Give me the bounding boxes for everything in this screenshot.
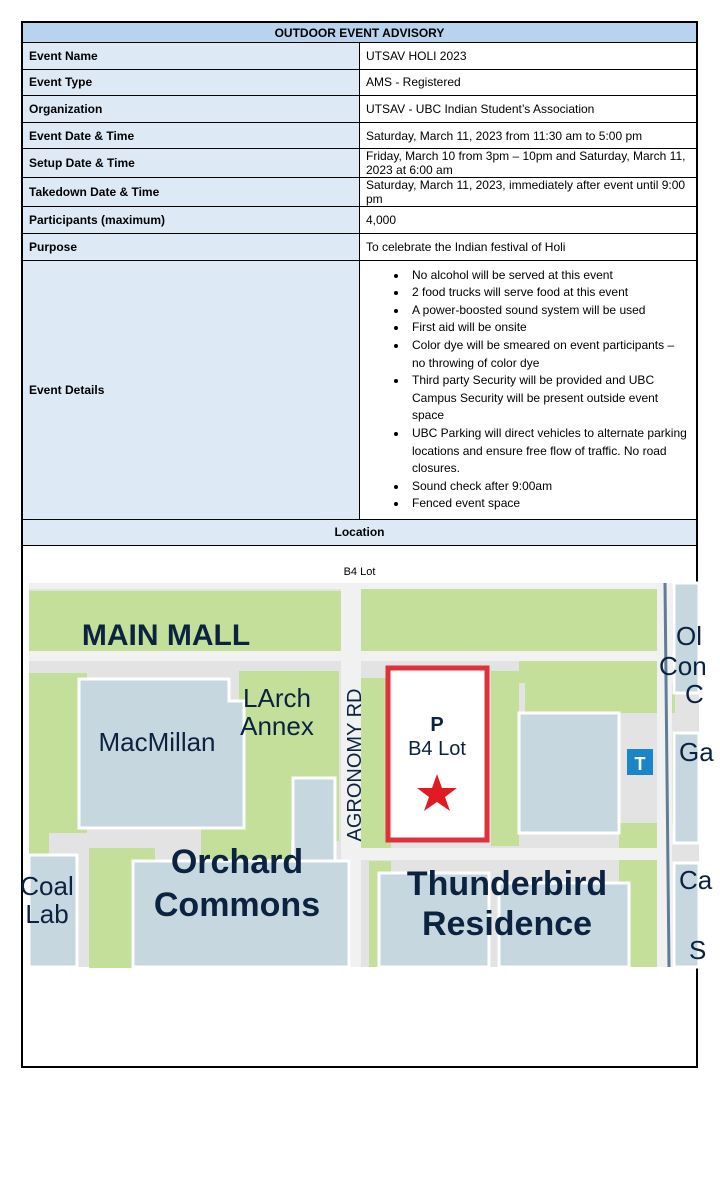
row-label: Event Date & Time <box>23 122 360 149</box>
label-b4-lot: B4 Lot <box>408 737 466 760</box>
list-item: • UBC Parking will direct vehicles to alternate parking locations and ensure free flow of traffic. No road closures. <box>408 425 690 478</box>
label-parking-p: P <box>430 713 444 736</box>
row-label: Purpose <box>23 233 360 260</box>
row-participants <box>23 207 697 234</box>
row-label: Setup Date & Time <box>23 149 360 178</box>
label-main-mall: MAIN MALL <box>81 618 251 652</box>
list-item: • A power-boosted sound system will be used <box>408 302 690 320</box>
list-item: • First aid will be onsite <box>408 319 690 337</box>
list-item: • Sound check after 9:00am <box>408 478 690 496</box>
list-item: • Color dye will be smeared on event participants – no throwing of color dye <box>408 337 690 372</box>
campus-map <box>20 583 714 967</box>
row-takedown-date <box>23 178 697 207</box>
advisory-title: OUTDOOR EVENT ADVISORY <box>23 23 697 43</box>
row-value: Friday, March 10 from 3pm – 10pm and Saturday, March 11, 2023 at 6:00 am <box>360 149 697 178</box>
row-label: Event Type <box>23 69 360 96</box>
label-edge-ol: Ol <box>676 620 702 651</box>
label-edge-c: C <box>685 678 704 709</box>
row-organization <box>23 96 697 123</box>
map-cell <box>20 545 714 1066</box>
list-item: • Third party Security will be provided and UBC Campus Security will be present outside event space <box>408 372 690 425</box>
list-item: • Fenced event space <box>408 495 690 513</box>
label-lab: Lab <box>25 898 69 929</box>
row-value: 4,000 <box>360 207 697 234</box>
label-larch: LArch <box>243 682 311 713</box>
row-value: UTSAV - UBC Indian Student’s Association <box>360 96 697 123</box>
row-value: Saturday, March 11, 2023, immediately after event until 9:00 pm <box>360 178 697 207</box>
transit-icon: T <box>634 753 646 774</box>
label-coal: Coal <box>20 870 74 901</box>
list-item: • No alcohol will be served at this event <box>408 267 690 285</box>
label-thunderbird: Thunderbird <box>406 864 608 903</box>
label-edge-con: Con <box>659 650 707 681</box>
advisory-sheet <box>20 21 714 1068</box>
row-event-type <box>23 69 697 96</box>
row-label: Participants (maximum) <box>23 207 360 234</box>
row-value: To celebrate the Indian festival of Holi <box>360 233 697 260</box>
details-list <box>366 267 690 513</box>
label-commons: Commons <box>153 885 321 924</box>
row-event-date <box>23 122 697 149</box>
label-edge-ca: Ca <box>679 864 713 895</box>
row-value: Saturday, March 11, 2023 from 11:30 am to 5:00 pm <box>360 122 697 149</box>
row-purpose <box>23 233 697 260</box>
label-orchard: Orchard <box>170 842 304 881</box>
list-item: • 2 food trucks will serve food at this event <box>408 284 690 302</box>
row-event-name <box>23 43 697 70</box>
row-value: UTSAV HOLI 2023 <box>360 43 697 70</box>
label-residence: Residence <box>421 904 593 943</box>
details-cell <box>360 260 697 519</box>
label-annex: Annex <box>240 710 314 741</box>
label-edge-ga: Ga <box>679 736 714 767</box>
label-agronomy-rd: AGRONOMY RD <box>344 688 366 842</box>
row-label: Event Details <box>23 260 360 519</box>
location-header: Location <box>23 519 697 545</box>
row-label: Organization <box>23 96 360 123</box>
advisory-table <box>20 22 714 1067</box>
map-caption: B4 Lot <box>343 565 376 578</box>
label-edge-s: S <box>689 934 707 965</box>
row-setup-date <box>23 149 697 178</box>
row-value: AMS - Registered <box>360 69 697 96</box>
row-label: Event Name <box>23 43 360 70</box>
row-event-details <box>23 260 697 519</box>
label-macmillan: MacMillan <box>98 726 216 757</box>
row-label: Takedown Date & Time <box>23 178 360 207</box>
